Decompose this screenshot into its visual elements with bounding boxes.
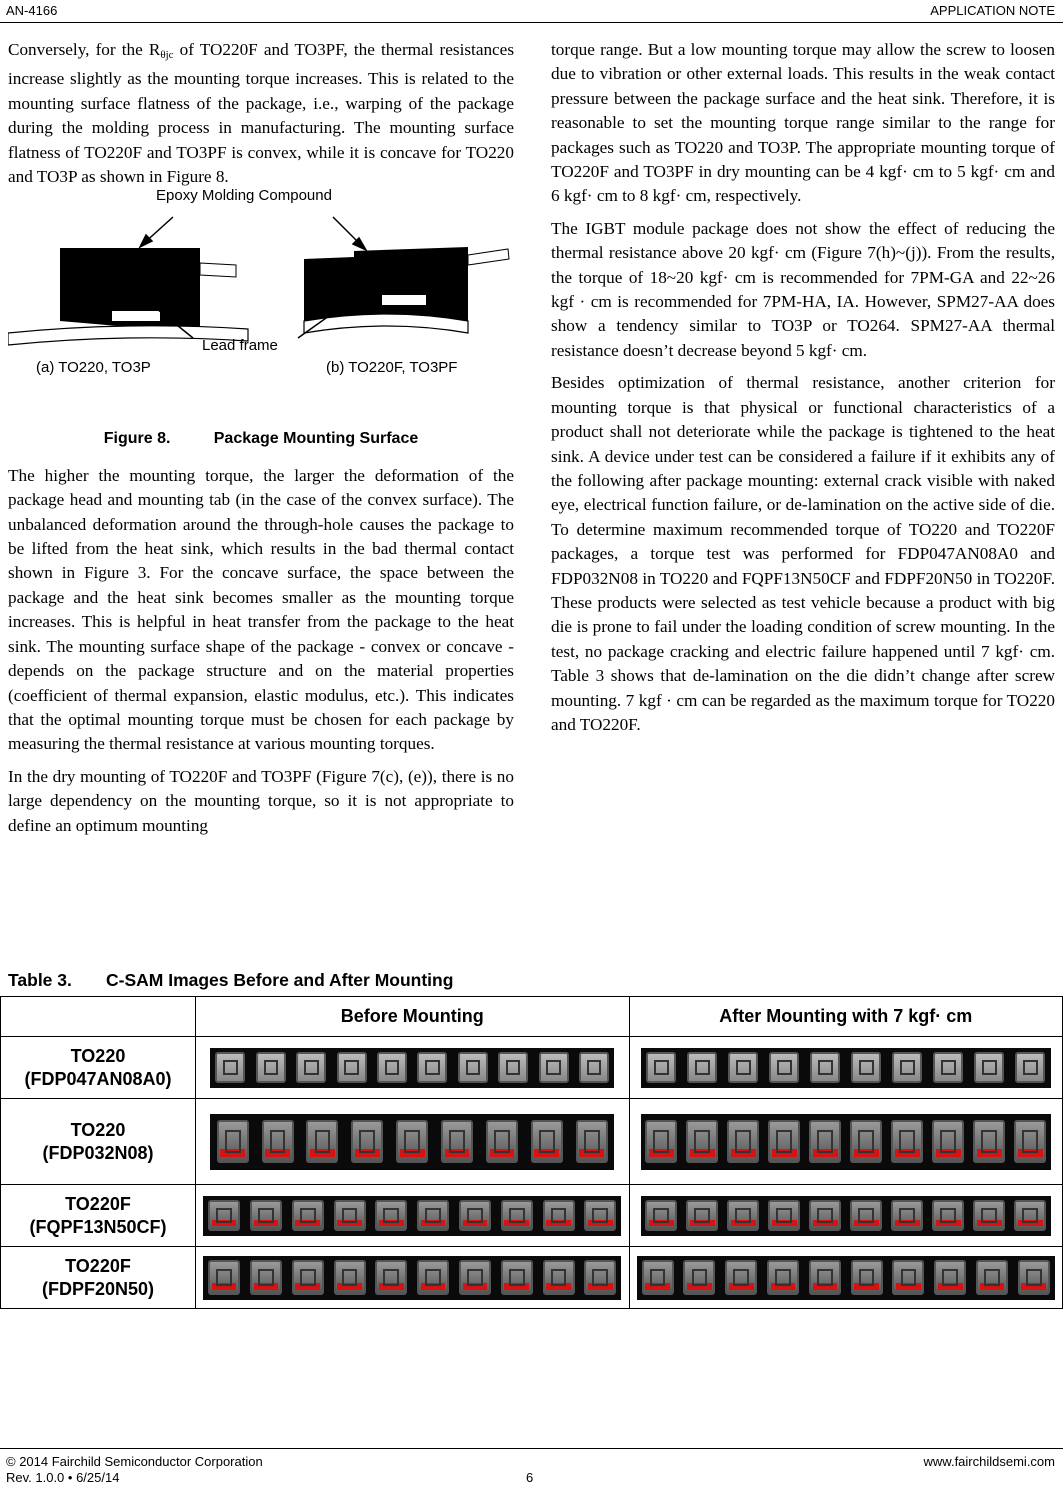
lead-b xyxy=(468,249,509,265)
table-row xyxy=(1,1247,1063,1309)
label-epoxy: Epoxy Molding Compound xyxy=(156,187,332,205)
page-footer xyxy=(0,1448,1063,1485)
label-b: (b) TO220F, TO3PF xyxy=(326,359,458,377)
csam-before-image xyxy=(196,1185,630,1247)
figure-8 xyxy=(8,187,514,423)
csam-after-image xyxy=(629,1099,1063,1185)
paragraph-deformation: The higher the mounting torque, the larger the deformation of the package head and mounting tab (in the case of the convex surface). The unbalanced deformation around the through-hole causes the package to be lifted from the heat sink, which results in the bad thermal contact shown in Figure 3. For the concave surface, the space between the package and the heat sink becomes smaller as the mounting torque increases. This is helpful in heat transfer from the package to the heat sink. The mounting surface shape of the package - convex or concave - depends on the package structure and on the material properties (coefficient of thermal expansion, elastic modulus, etc.). This indicates that the optimal mounting torque must be chosen for each package by measuring the thermal resistance at various mounting torques. xyxy=(8,465,514,754)
package-cell: TO220F (FDPF20N50) xyxy=(1,1247,196,1309)
paragraph-dry-mounting: In the dry mounting of TO220F and TO3PF (Figure 7(c), (e)), there is no large dependency on the mounting torque, so it is not appropriate to define an optimum mounting xyxy=(8,766,514,835)
header-after: After Mounting with 7 kgf· cm xyxy=(629,997,1063,1037)
die-b xyxy=(382,295,426,305)
right-column xyxy=(551,38,1055,745)
paragraph-rthjc: Conversely, for the $R_{\theta jc}$ of TO220F and TO3PF, the thermal resistances increase slightly as the mounting torque increases. This is related to the mounting surface flatness of the package, i.e., warping of the package during the molding process in manufacturing. The mounting surface flatness of TO220F and TO3PF is convex, while it is concave for TO220 and TO3P as shown in Figure 8. xyxy=(8,40,515,187)
csam-after-image xyxy=(629,1037,1063,1099)
table-row xyxy=(1,1185,1063,1247)
figure-8-caption: Figure 8. Package Mounting Surface xyxy=(103,430,419,448)
table-3-caption: Table 3. C-SAM Images Before and After Mounting xyxy=(8,970,454,990)
package-cell: TO220F (FQPF13N50CF) xyxy=(1,1185,196,1247)
website-link[interactable]: www.fairchildsemi.com xyxy=(923,1454,1055,1469)
doc-number: AN-4166 xyxy=(6,3,58,18)
page-number: 6 xyxy=(526,1470,534,1485)
epoxy-body-b xyxy=(304,247,468,321)
paragraph-criterion: Besides optimization of thermal resistance, another criterion for mounting torque is that physical or functional characteristics of a product shall not deteriorate while the package is tightened to the heat sink. A device under test can be considered a failure if it exhibits any of the following after package mounting: external crack visible with naked eye, electrical function failure, or de-lamination on the active side of die. To determine maximum recommended torque of TO220 and TO220F packages, a torque test was performed for FDP047AN08A0 and FDP032N08 in TO220 and FQPF13N50CF and FDPF20N50 in TO220F. These products were selected as test vehicle because a product with big die is prone to fail under the loading condition of screw mounting. In the test, no package cracking and electric failure happened until 7 kgf· cm. Table 3 shows that de-lamination on the die didn’t change after screw mounting. 7 kgf · cm can be regarded as the maximum torque for TO220 and TO220F. xyxy=(551,373,1055,734)
package-mounting-diagram xyxy=(8,197,514,423)
die-a xyxy=(112,311,160,321)
package-cell: TO220 (FDP032N08) xyxy=(1,1099,196,1185)
copyright: © 2014 Fairchild Semiconductor Corporation xyxy=(6,1454,263,1469)
csam-before-image xyxy=(196,1037,630,1099)
left-column xyxy=(8,38,514,846)
header-before: Before Mounting xyxy=(196,997,630,1037)
label-a: (a) TO220, TO3P xyxy=(36,359,151,377)
csam-before-image xyxy=(196,1099,630,1185)
lead-a xyxy=(200,263,236,277)
table-row xyxy=(1,1037,1063,1099)
paragraph-igbt: The IGBT module package does not show the effect of reducing the thermal resistance above 20 kgf· cm (Figure 7(h)~(j)). From the results, the torque of 18~20 kgf· cm is recommended for 7PM-GA and 22~26 kgf · cm is recommended for 7PM-HA, IA. However, SPM27-AA does show a tendency similar to TO3P or TO264. SPM27-AA thermal resistance doesn’t decrease beyond 5 kgf· cm. xyxy=(551,218,1055,360)
revision: Rev. 1.0.0 • 6/25/14 xyxy=(6,1470,120,1485)
doc-type: APPLICATION NOTE xyxy=(930,3,1055,18)
page-header xyxy=(0,0,1063,23)
paragraph-torque-range: torque range. But a low mounting torque may allow the screw to loosen due to vibration or other external loads. This results in the weak contact pressure between the package surface and the heat sink. Therefore, it is reasonable to set the mounting torque range similar to the range for packages such as TO220 and TO3P. The appropriate mounting torque of TO220F and TO3PF in dry mounting can be 4 kgf· cm to 5 kgf· cm and 6 kgf· cm to 8 kgf· cm, respectively. xyxy=(551,40,1055,206)
table-row xyxy=(1,1099,1063,1185)
header-empty xyxy=(1,997,196,1037)
csam-after-image xyxy=(629,1185,1063,1247)
csam-table xyxy=(0,996,1063,1309)
package-cell: TO220 (FDP047AN08A0) xyxy=(1,1037,196,1099)
csam-before-image xyxy=(196,1247,630,1309)
label-lead-frame: Lead frame xyxy=(202,337,278,355)
csam-after-image xyxy=(629,1247,1063,1309)
